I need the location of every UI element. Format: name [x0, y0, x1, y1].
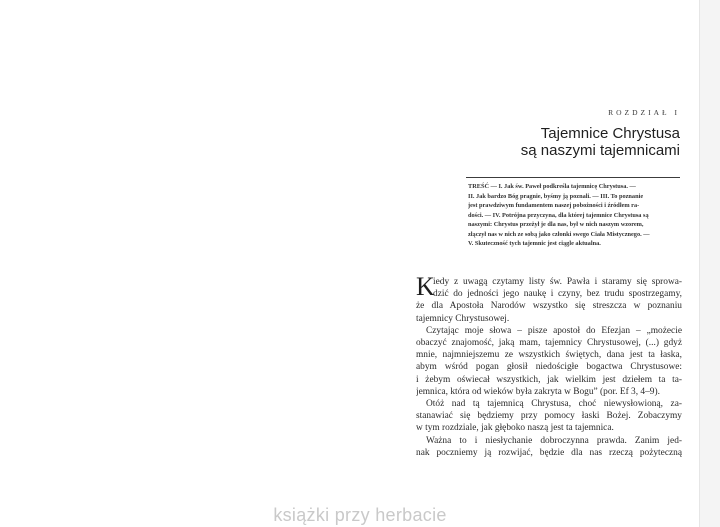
chapter-title-line-1: Tajemnice Chrystusa: [540, 125, 680, 142]
body-line: stanawiać się będziemy przy pomocy łaski Bożej. Zobaczymy: [416, 411, 682, 422]
summary-line: V. Skuteczność tych tajemnic jest ciągle aktualna.: [468, 240, 601, 247]
body-line: i żebym oświecał wszystkich, jak wielkim jest dziełem ta ta-: [416, 374, 682, 385]
body-line: Otóż nad tą tajemnicą Chrystusa, choć niewysłowioną, za-: [426, 399, 682, 410]
drop-cap: K: [416, 272, 435, 301]
body-line: iedy z uwagą czytamy listy św. Pawła i staramy się sprowa-: [433, 277, 682, 287]
chapter-title-line-2: są naszymi tajemnicami: [520, 142, 680, 159]
body-line: w tym rozdziale, jak głęboko naszą jest ta tajemnica.: [416, 423, 614, 434]
chapter-label: ROZDZIAŁ I: [608, 108, 680, 117]
body-line: tajemnicy Chrystusowej.: [416, 313, 510, 324]
page-edge: [699, 0, 720, 527]
summary-line: II. Jak bardzo Bóg pragnie, byśmy ją poznali. — III. To poznanie: [468, 192, 644, 200]
body-line: nak poczniemy ją rozwijać, będzie dla nas rzeczą pożyteczną: [416, 447, 682, 458]
summary-rule: [466, 177, 680, 178]
summary-line: złączył nas w nich ze sobą jako członki swego Ciała Mistycznego. —: [468, 230, 650, 238]
chapter-title: [460, 125, 680, 159]
body-text: [416, 272, 682, 459]
body-line: mnie, najmniejszemu ze wszystkich świętych, dana jest ta łaska,: [416, 350, 682, 361]
summary-line: jest prawdziwym fundamentem naszej pobożności i źródłem ra-: [468, 202, 640, 209]
body-line: abym wśród pogan głosił niedościgłe bogactwa Chrystusowe:: [416, 362, 682, 373]
summary-line: naszymi: Chrystus przeżył je dla nas, był w nich naszym wzorem,: [468, 221, 644, 228]
body-line: że dla Apostoła Narodów wszystko się streszcza w poznaniu: [416, 301, 682, 312]
body-line: Czytając moje słowa – pisze apostoł do Efezjan – „możecie: [426, 325, 682, 336]
body-line: Ważna to i niesłychanie dobroczynna prawda. Zanim jed-: [426, 435, 682, 446]
body-line: dzić do jedności jego naukę i czyny, bez trudu spostrzegamy,: [433, 289, 682, 300]
body-line: jemnica, która od wieków była zakryta w Bogu” (por. Ef 3, 4–9).: [416, 386, 660, 397]
chapter-summary: [468, 182, 682, 249]
summary-line: TREŚĆ — I. Jak św. Paweł podkreśla tajemnicę Chrystusa. —: [468, 183, 636, 190]
summary-line: dości. — IV. Potrójna przyczyna, dla której tajemnice Chrystusa są: [468, 211, 649, 219]
body-line: obaczyć znajomość, jaką mam, tajemnicy Chrystusowej, (...) gdyż: [416, 338, 682, 349]
watermark: książki przy herbacie: [273, 505, 447, 525]
